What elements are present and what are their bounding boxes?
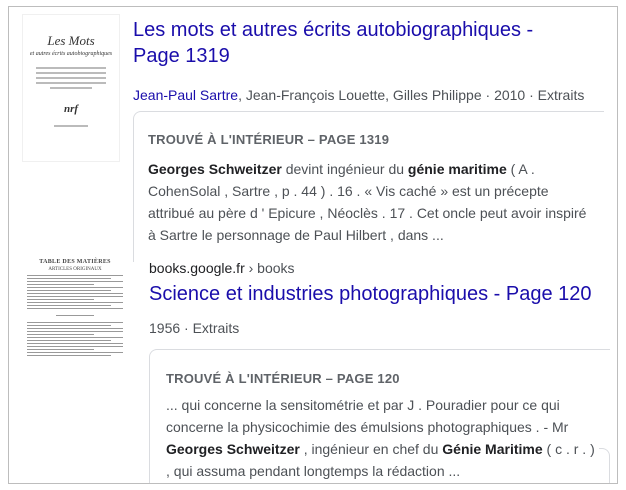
highlight-term: génie maritime (407, 161, 507, 177)
snippet-heading: TROUVÉ À L'INTÉRIEUR – PAGE 1319 (148, 132, 390, 147)
result-meta-2: 1956 · Extraits (149, 320, 240, 336)
result-title-line2[interactable]: Page 1319 (133, 45, 230, 67)
inside-book-snippet[interactable] (133, 111, 604, 262)
cover-title: Les Mots (47, 33, 95, 48)
highlight-term: Génie Maritime (442, 441, 543, 457)
result-title-link[interactable] (133, 17, 573, 69)
thumb-subheading: ARTICLES ORIGINAUX (48, 267, 102, 272)
highlight-name: Georges Schweitzer (166, 441, 300, 457)
result-title-link-2[interactable]: Science et industries photographiques - Page 120 (149, 283, 592, 305)
cover-footer-line (54, 125, 88, 127)
result-authors (133, 87, 584, 103)
snippet-text (148, 158, 598, 246)
snippet-heading-2: TROUVÉ À L'INTÉRIEUR – PAGE 120 (166, 371, 400, 386)
cover-text-lines (36, 67, 106, 89)
card-edge-divider (599, 448, 610, 484)
breadcrumb-domain: books.google.fr (149, 260, 245, 276)
cover-publisher-logo: nrf (63, 103, 79, 115)
breadcrumb-path: › books (244, 260, 295, 276)
result-title-line1[interactable]: Les mots et autres écrits autobiographiques - (133, 19, 534, 41)
thumb-heading: TABLE DES MATIÈRES (39, 259, 111, 265)
snippet-text-2 (166, 394, 602, 482)
snippet-part: ... qui concerne la sensitométrie et par J . Pouradier pour ce qui concerne la physicochimie des émulsions photographiques . - Mr (166, 397, 569, 435)
snippet-part: ( A . CohenSolal , Sartre , p . 44 ) . 16 . « Vis caché » est un précepte attribué au père d ' Epicure , Néoclès . 17 . Cet oncle peut avoir inspiré à Sartre le personnage de Paul Hilbert , dans ... (148, 161, 587, 243)
book-thumbnail-table-des-matieres[interactable] (23, 257, 127, 387)
search-results-frame (8, 6, 618, 484)
book-thumbnail-les-mots[interactable] (23, 15, 119, 161)
snippet-part: ( c . r . ) , qui assuma pendant longtemps la rédaction ... (166, 441, 595, 479)
thumb-text-rows (27, 275, 123, 356)
result-breadcrumb[interactable] (149, 260, 295, 276)
snippet-part: , ingénieur en chef du (299, 441, 443, 457)
snippet-part: devint ingénieur du (281, 161, 408, 177)
inside-book-snippet-2[interactable] (149, 349, 610, 484)
author-link[interactable]: Jean-Paul Sartre (133, 87, 239, 103)
cover-subtitle: et autres écrits autobiographiques (29, 51, 113, 57)
highlight-name: Georges Schweitzer (148, 161, 282, 177)
authors-rest: , Jean-François Louette, Gilles Philippe · 2010 · Extraits (238, 87, 585, 103)
